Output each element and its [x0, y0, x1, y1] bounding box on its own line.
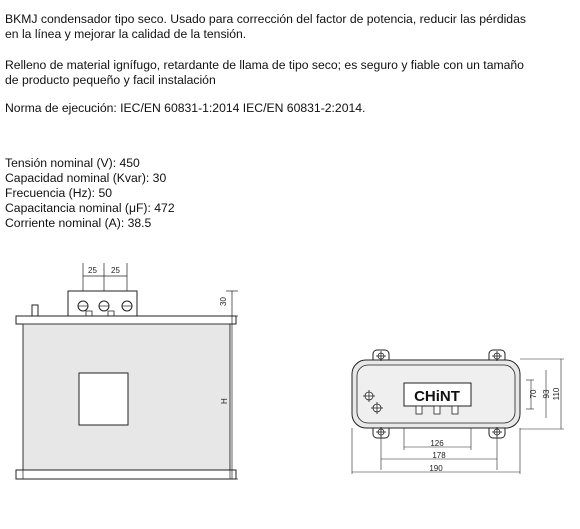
description-line-3: Relleno de material ignífugo, retardante de llama de tipo seco; es seguro y fiable con un tamaño [5, 58, 524, 72]
spec-voltage: Tensión nominal (V): 450 [5, 156, 140, 170]
standard-text: Norma de ejecución: IEC/EN 60831-1:2014 IEC/EN 60831-2:2014. [5, 101, 366, 115]
spec-frequency: Frecuencia (Hz): 50 [5, 186, 113, 200]
spec-capacitance: Capacitancia nominal (μF): 472 [5, 201, 175, 215]
dim-terminal-spacing-1: 25 [88, 266, 97, 275]
description-line-1: BKMJ condensador tipo seco. Usado para corrección del factor de potencia, reducir las pérdidas [5, 12, 526, 26]
description-line-2: en la línea y mejorar la calidad de la tensión. [5, 27, 247, 41]
front-view-drawing [16, 263, 238, 479]
top-view-drawing [352, 350, 564, 474]
dim-110: 110 [552, 387, 561, 401]
spec-current: Corriente nominal (A): 38.5 [5, 216, 152, 230]
dim-93: 93 [542, 389, 551, 399]
dim-terminal-spacing-2: 25 [111, 266, 120, 275]
dim-190: 190 [429, 464, 443, 473]
dim-178: 178 [432, 451, 446, 460]
dim-top-height: 30 [219, 297, 228, 306]
dim-126: 126 [430, 439, 444, 448]
description-line-4: de producto pequeño y facil instalación [5, 73, 216, 87]
spec-capacity: Capacidad nominal (Kvar): 30 [5, 171, 167, 185]
dim-body-height: H [220, 398, 229, 404]
dim-70: 70 [529, 389, 538, 399]
brand-logo: CHiNT [414, 388, 460, 405]
